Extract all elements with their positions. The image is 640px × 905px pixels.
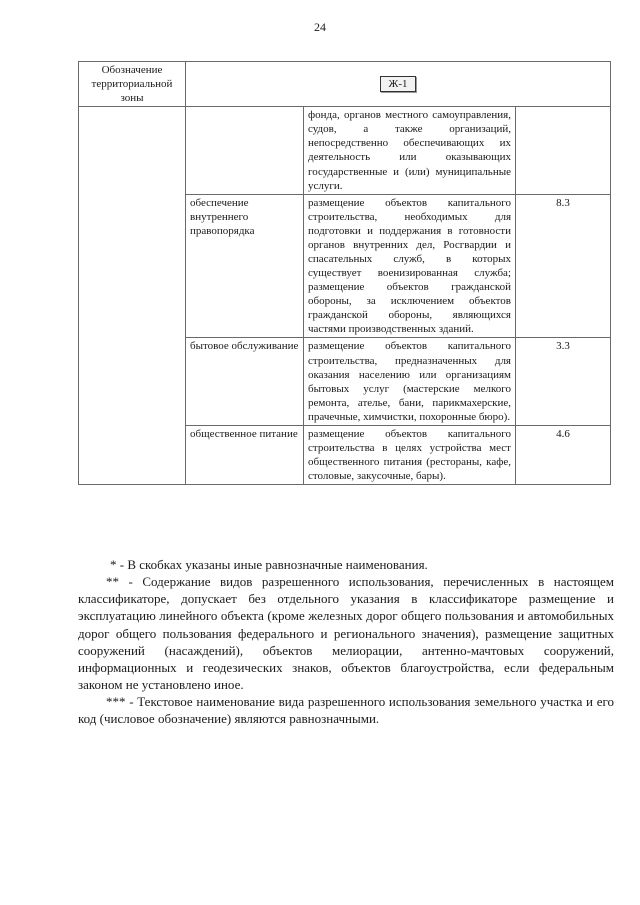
- footnote-2: ** - Содержание видов разрешенного использования, перечисленных в настоящем классификаторе, допускает без отдельного указания в классификаторе размещение и эксплуатацию линейного объекта (кроме железных дорог общего пользования и автомобильных дорог общего пользования федерального и регионального значения), размещение защитных сооружений (насаждений), объектов мелиорации, антенно-мачтовых сооружений, информационных и геодезических знаков, объектов благоустройства, если федеральным законом не установлено иное.: [78, 574, 614, 693]
- use-code: 3.3: [516, 338, 611, 425]
- use-name-cell: [186, 107, 304, 194]
- table-header-row: [79, 62, 611, 107]
- use-description: размещение объектов капитального строительства, предназначенных для оказания населению или организациям бытовых услуг (мастерские мелкого ремонта, ателье, бани, парикмахерские, прачечные, химчистки, похоронные бюро).: [304, 338, 516, 425]
- page-number: 24: [314, 20, 326, 34]
- zone-header-label: Обозначение территориальной зоны: [79, 62, 186, 107]
- zone-empty-cell: [79, 107, 186, 485]
- zone-code: Ж-1: [380, 76, 415, 92]
- footnotes: [78, 556, 614, 728]
- footnote-3: *** - Текстовое наименование вида разрешенного использования земельного участка и его код (числовое обозначение) являются равнозначными.: [78, 694, 614, 727]
- use-code: 8.3: [516, 194, 611, 338]
- use-code: 4.6: [516, 425, 611, 484]
- footnote-1: * - В скобках указаны иные равнозначные наименования.: [110, 557, 428, 572]
- zoning-table: [78, 61, 611, 485]
- zone-code-cell: [186, 62, 611, 107]
- use-name: общественное питание: [186, 425, 304, 484]
- use-name: бытовое обслуживание: [186, 338, 304, 425]
- table-row: [79, 107, 611, 194]
- use-code-cell: [516, 107, 611, 194]
- use-description: размещение объектов капитального строительства, необходимых для подготовки и поддержания в готовности органов внутренних дел, Росгвардии и спасательных служб, в которых существует военизированная служба; размещение объектов гражданской обороны, за исключением объектов гражданской обороны, являющихся частями производственных зданий.: [304, 194, 516, 338]
- use-name: обеспечение внутреннего правопорядка: [186, 194, 304, 338]
- use-description: размещение объектов капитального строительства в целях устройства мест общественного питания (рестораны, кафе, столовые, закусочные, бары).: [304, 425, 516, 484]
- use-description: фонда, органов местного самоуправления, судов, а также организаций, непосредственно обеспечивающих их деятельность или оказывающих государственные и (или) муниципальные услуги.: [304, 107, 516, 194]
